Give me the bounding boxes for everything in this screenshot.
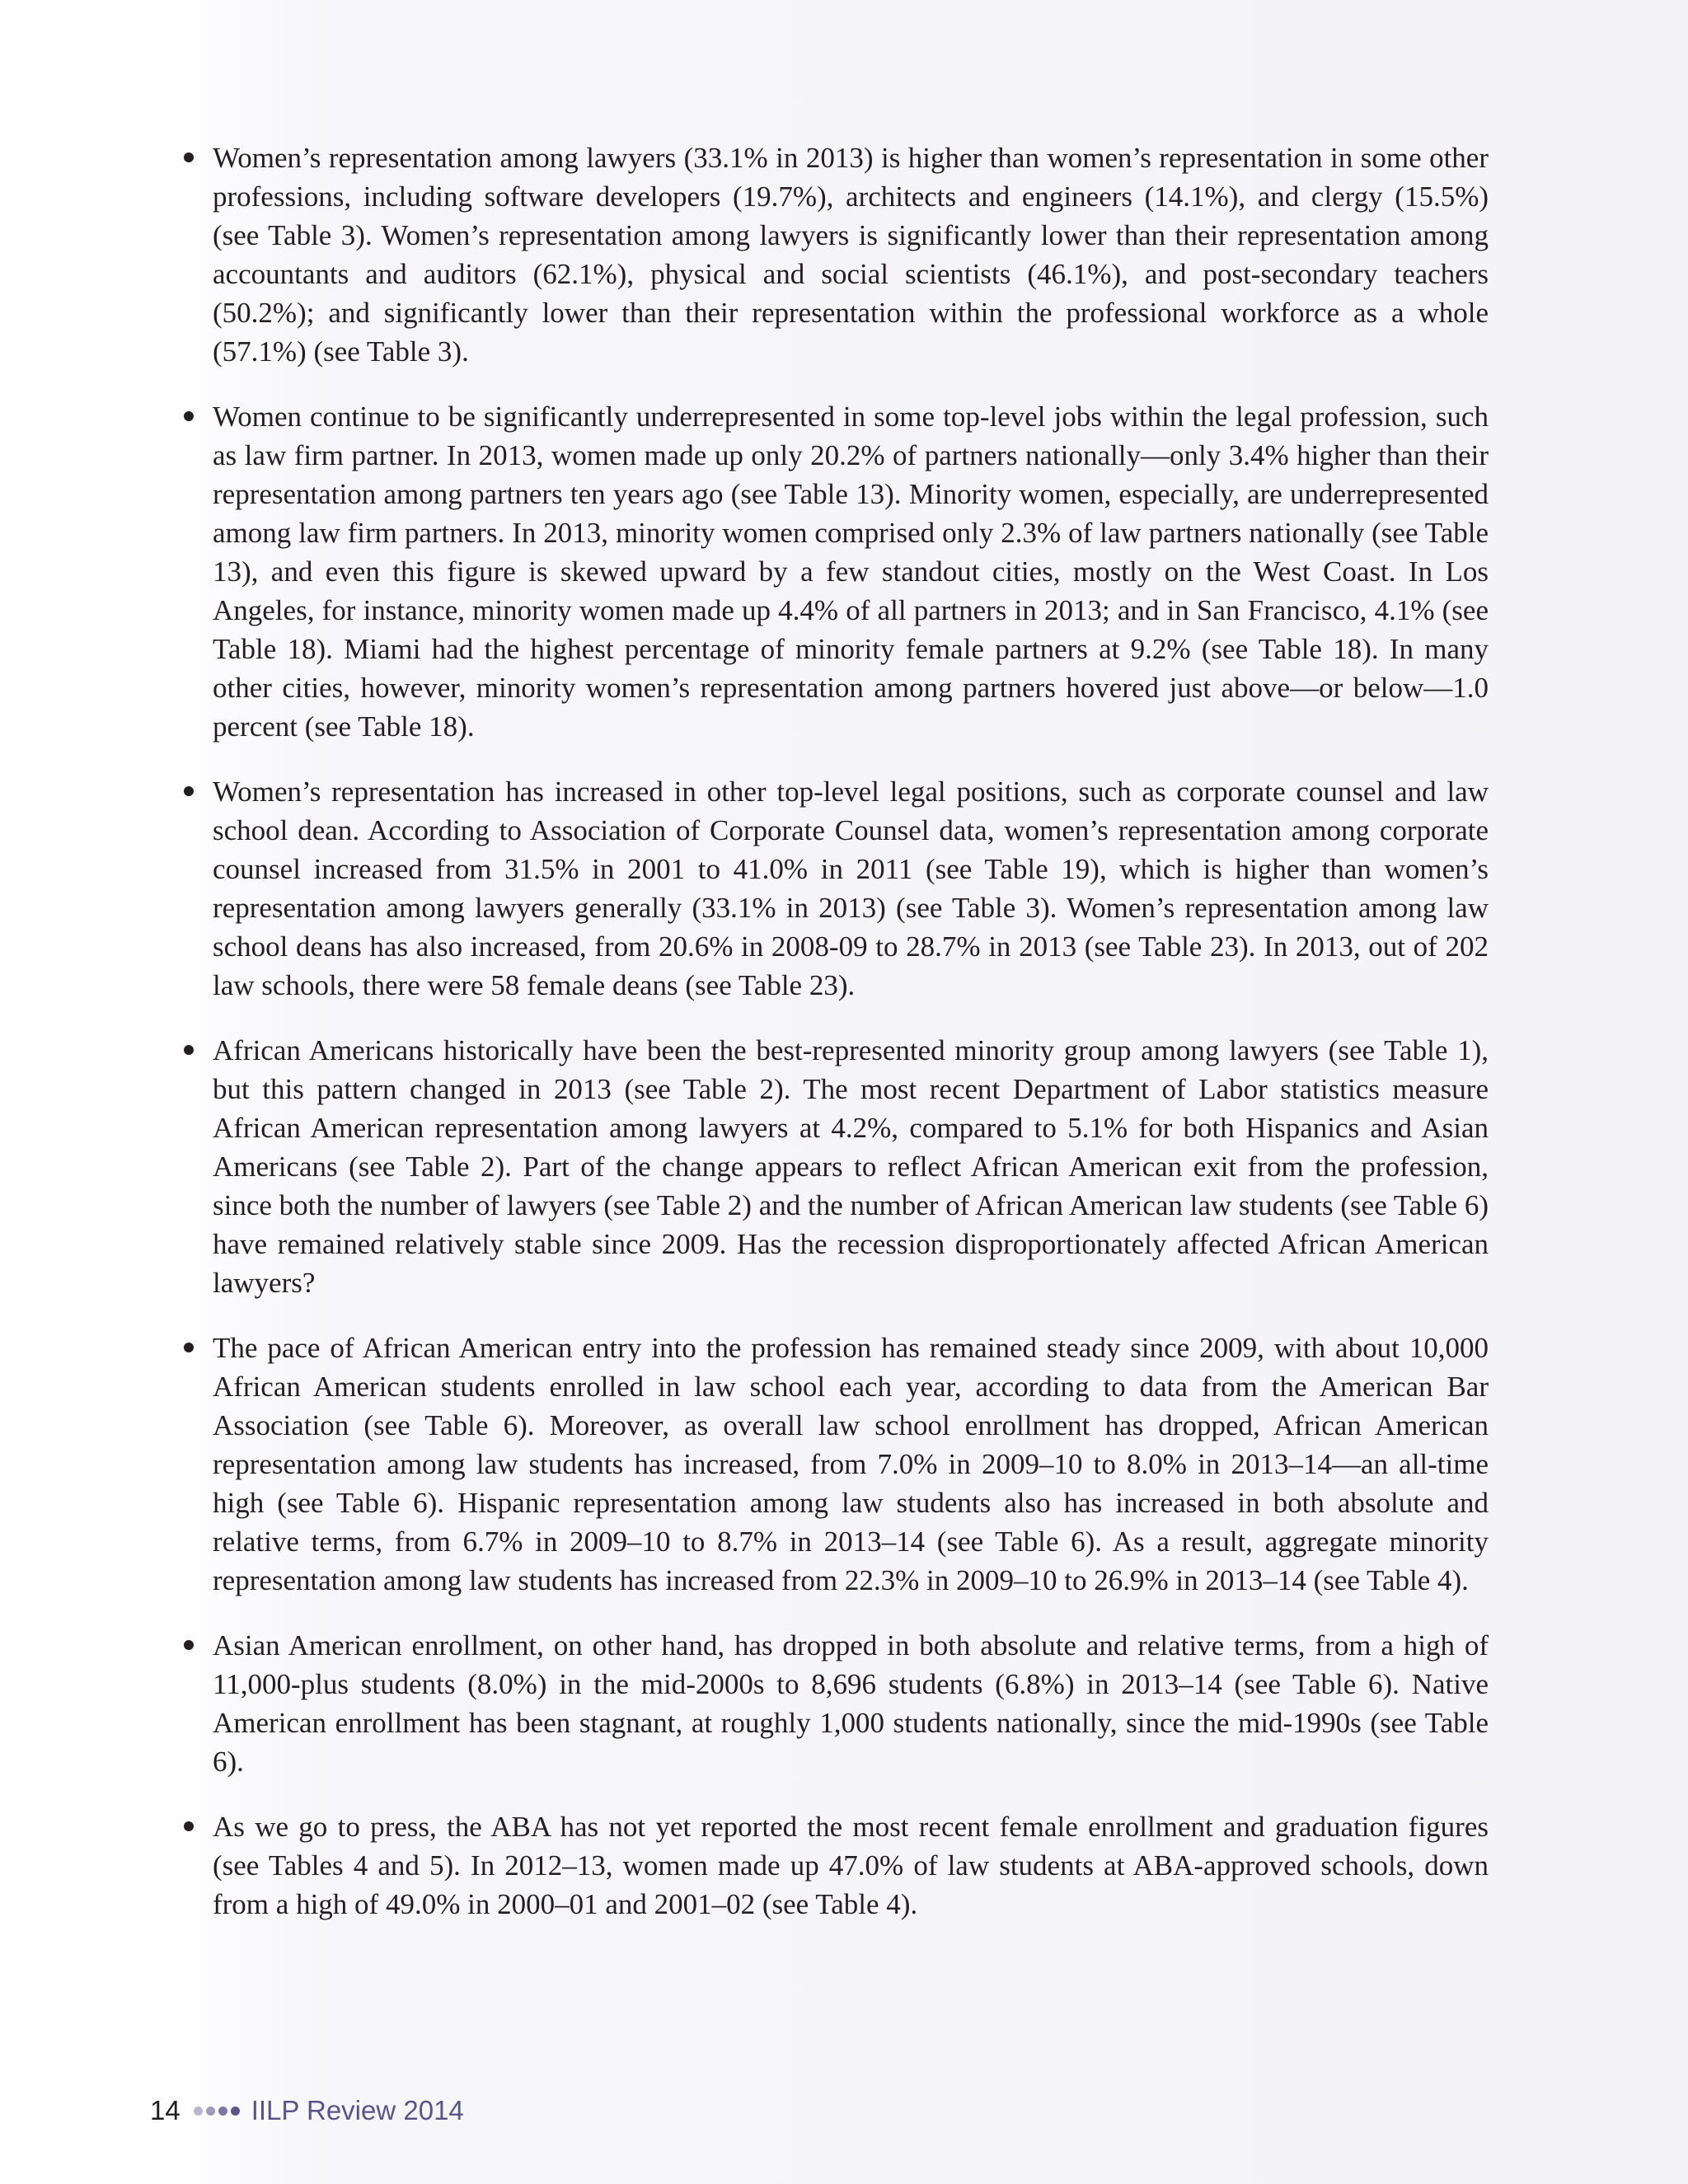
bullet-item-5 bbox=[180, 1329, 1489, 1600]
page-footer bbox=[150, 2092, 464, 2130]
bullet-text-6: Asian American enrollment, on other hand, has dropped in both absolute and relative terms, from a high of 11,000-plus students (8.0%) in the mid-2000s to 8,696 students (6.8%) in 2013–14 (see Table 6). Native American enrollment has been stagnant, at roughly 1,000 students nationally, since the mid-1990s (see Table 6). bbox=[213, 1629, 1489, 1778]
bullet-item-1 bbox=[180, 138, 1489, 371]
bullet-text-1: Women’s representation among lawyers (33.1% in 2013) is higher than women’s representation in some other professions, including software developers (19.7%), architects and engineers (14.1%), and clergy (15.5%) (see Table 3). Women’s representation among lawyers is significantly lower than their representation among accountants and auditors (62.1%), physical and social scientists (46.1%), and post-secondary teachers (50.2%); and significantly lower than their representation within the professional workforce as a whole (57.1%) (see Table 3). bbox=[213, 142, 1489, 368]
bullet-text-2: Women continue to be significantly underrepresented in some top-level jobs within the legal profession, such as law firm partner. In 2013, women made up only 20.2% of partners nationally—only 3.4% higher than their representation among partners ten years ago (see Table 13). Minority women, especially, are underrepresented among law firm partners. In 2013, minority women comprised only 2.3% of law partners nationally (see Table 13), and even this figure is skewed upward by a few standout cities, mostly on the West Coast. In Los Angeles, for instance, minority women made up 4.4% of all partners in 2013; and in San Francisco, 4.1% (see Table 18). Miami had the highest percentage of minority female partners at 9.2% (see Table 18). In many other cities, however, minority women’s representation among partners hovered just above—or below—1.0 percent (see Table 18). bbox=[213, 401, 1489, 743]
footer-dots bbox=[194, 2107, 243, 2116]
publication-title: IILP Review 2014 bbox=[251, 2095, 464, 2125]
bullet-icon bbox=[184, 152, 194, 162]
bullet-icon bbox=[184, 1343, 194, 1352]
bullet-item-7 bbox=[180, 1807, 1489, 1924]
bullet-item-3 bbox=[180, 772, 1489, 1005]
footer-dot-icon bbox=[206, 2107, 215, 2116]
bullet-icon bbox=[184, 411, 194, 421]
bullet-icon bbox=[184, 1045, 194, 1055]
page-number: 14 bbox=[150, 2095, 181, 2125]
bullet-item-6 bbox=[180, 1626, 1489, 1781]
bullet-text-3: Women’s representation has increased in other top-level legal positions, such as corporate counsel and law school dean. According to Association of Corporate Counsel data, women’s representation among corporate counsel increased from 31.5% in 2001 to 41.0% in 2011 (see Table 19), which is higher than women’s representation among lawyers generally (33.1% in 2013) (see Table 3). Women’s representation among law school deans has also increased, from 20.6% in 2008-09 to 28.7% in 2013 (see Table 23). In 2013, out of 202 law schools, there were 58 female deans (see Table 23). bbox=[213, 776, 1489, 1001]
bullet-icon bbox=[184, 1821, 194, 1831]
bullet-item-2 bbox=[180, 397, 1489, 746]
footer-dot-icon bbox=[194, 2107, 203, 2116]
footer-dot-icon bbox=[231, 2107, 240, 2116]
bullet-item-4 bbox=[180, 1031, 1489, 1302]
bullet-text-5: The pace of African American entry into the profession has remained steady since 2009, with about 10,000 African American students enrolled in law school each year, according to data from the American Bar Association (see Table 6). Moreover, as overall law school enrollment has dropped, African American representation among law students has increased, from 7.0% in 2009–10 to 8.0% in 2013–14—an all-time high (see Table 6). Hispanic representation among law students also has increased in both absolute and relative terms, from 6.7% in 2009–10 to 8.7% in 2013–14 (see Table 6). As a result, aggregate minority representation among law students has increased from 22.3% in 2009–10 to 26.9% in 2013–14 (see Table 4). bbox=[213, 1332, 1489, 1596]
bullet-list bbox=[180, 138, 1489, 1950]
bullet-icon bbox=[184, 1640, 194, 1650]
bullet-text-4: African Americans historically have been the best-represented minority group among lawyers (see Table 1), but this pattern changed in 2013 (see Table 2). The most recent Department of Labor statistics measure African American representation among lawyers at 4.2%, compared to 5.1% for both Hispanics and Asian Americans (see Table 2). Part of the change appears to reflect African American exit from the profession, since both the number of lawyers (see Table 2) and the number of African American law students (see Table 6) have remained relatively stable since 2009. Has the recession disproportionately affected African American lawyers? bbox=[213, 1034, 1489, 1299]
footer-dot-icon bbox=[218, 2107, 227, 2116]
bullet-text-7: As we go to press, the ABA has not yet reported the most recent female enrollment and graduation figures (see Tables 4 and 5). In 2012–13, women made up 47.0% of law students at ABA-approved schools, down from a high of 49.0% in 2000–01 and 2001–02 (see Table 4). bbox=[213, 1811, 1489, 1920]
bullet-icon bbox=[184, 786, 194, 796]
